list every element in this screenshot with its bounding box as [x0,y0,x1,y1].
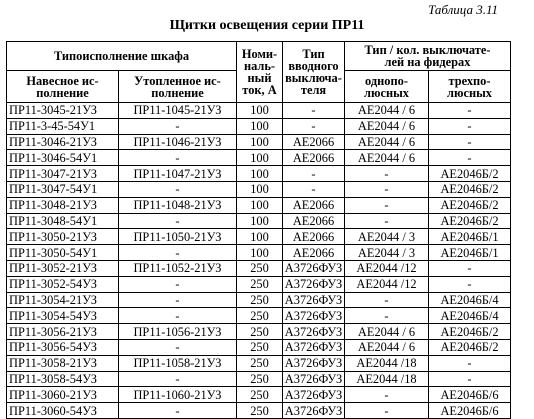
cell-three-pole: АЕ2046Б/2 [429,166,511,182]
header-three-pole-line-1: трехпо- [448,73,491,88]
table-row [7,339,511,355]
cell-single-pole: - [345,166,429,182]
cell-three-pole: - [429,260,511,276]
cell-surface-model: ПР11-3050-54У1 [7,245,119,261]
cell-nominal-current: 100 [237,229,283,245]
cell-nominal-current: 250 [237,355,283,371]
cell-flush-model: ПР11-1058-21УЗ [119,355,237,371]
cell-nominal-current: 250 [237,292,283,308]
cell-surface-model: ПР11-3056-54УЗ [7,339,119,355]
header-input-line-3: выключа- [285,71,342,85]
cell-input-switch: А3726ФУЗ [283,308,345,324]
cell-input-switch: - [283,118,345,134]
cell-nominal-current: 100 [237,134,283,150]
cell-input-switch: А3726ФУЗ [283,387,345,403]
cell-nominal-current: 100 [237,181,283,197]
cell-three-pole: - [429,103,511,119]
cell-three-pole: АЕ2046Б/2 [429,181,511,197]
cell-three-pole: - [429,134,511,150]
cell-surface-model: ПР11-3060-54УЗ [7,403,119,419]
cell-flush-model: - [119,276,237,292]
cell-surface-model: ПР11-3046-21УЗ [7,134,119,150]
cell-three-pole: АЕ2046Б/2 [429,213,511,229]
cell-input-switch: А3726ФУЗ [283,292,345,308]
table-row [7,276,511,292]
table-title: Щитки освещения серии ПР11 [169,18,365,33]
table-row [7,245,511,261]
cell-single-pole: - [345,213,429,229]
table-row [7,118,511,134]
table-row [7,371,511,387]
cell-nominal-current: 250 [237,324,283,340]
cell-nominal-current: 100 [237,118,283,134]
header-input-switch [283,42,345,103]
cell-three-pole: - [429,118,511,134]
cell-nominal-current: 250 [237,371,283,387]
header-flush-line-1: Утопленное ис- [134,73,221,88]
cell-input-switch: АЕ2066 [283,213,345,229]
cell-input-switch: АЕ2066 [283,245,345,261]
cell-flush-model: ПР11-1050-21УЗ [119,229,237,245]
table-row [7,103,511,119]
cell-three-pole: АЕ2046Б/6 [429,403,511,419]
table-row [7,260,511,276]
cell-nominal-current: 250 [237,403,283,419]
header-three-pole [429,71,511,103]
table-caption: Таблица 3.11 [428,2,498,17]
cell-single-pole: - [345,197,429,213]
cell-single-pole: - [345,181,429,197]
cell-input-switch: АЕ2066 [283,229,345,245]
cell-three-pole: АЕ2046Б/2 [429,339,511,355]
cell-three-pole: - [429,150,511,166]
cell-input-switch: - [283,166,345,182]
cell-single-pole: - [345,387,429,403]
cell-input-switch: А3726ФУЗ [283,324,345,340]
header-surface-line-2: полнение [36,85,89,100]
cell-three-pole: - [429,355,511,371]
cell-flush-model: ПР11-1047-21УЗ [119,166,237,182]
table-row [7,324,511,340]
cell-flush-model: - [119,339,237,355]
cell-single-pole: АЕ2044 / 6 [345,118,429,134]
table-row [7,166,511,182]
cell-surface-model: ПР11-3058-54УЗ [7,371,119,387]
cell-flush-model: - [119,371,237,387]
cell-surface-model: ПР11-3056-21УЗ [7,324,119,340]
table-row [7,292,511,308]
table-row [7,387,511,403]
cell-input-switch: А3726ФУЗ [283,403,345,419]
cell-flush-model: - [119,308,237,324]
table-row [7,150,511,166]
cell-surface-model: ПР11-3048-54У1 [7,213,119,229]
cell-single-pole: АЕ2044 /12 [345,276,429,292]
cell-three-pole: АЕ2046Б/4 [429,292,511,308]
cell-nominal-current: 250 [237,276,283,292]
cell-input-switch: А3726ФУЗ [283,260,345,276]
header-nominal-line-2: наль- [243,59,276,73]
header-single-pole-line-2: люсных [364,85,409,100]
cell-surface-model: ПР11-3060-21УЗ [7,387,119,403]
cell-flush-model: ПР11-1060-21УЗ [119,387,237,403]
cell-three-pole: АЕ2046Б/2 [429,197,511,213]
cell-input-switch: А3726ФУЗ [283,339,345,355]
lighting-panels-table [6,41,511,419]
cell-surface-model: ПР11-3047-54У1 [7,181,119,197]
cell-single-pole: АЕ2044 / 6 [345,324,429,340]
cell-single-pole: АЕ2044 / 6 [345,339,429,355]
cell-surface-model: ПР11-3054-21УЗ [7,292,119,308]
cell-input-switch: АЕ2066 [283,150,345,166]
cell-surface-model: ПР11-3054-54УЗ [7,308,119,324]
header-single-pole [345,71,429,103]
cell-input-switch: - [283,103,345,119]
cell-flush-model: ПР11-1045-21УЗ [119,103,237,119]
cell-three-pole: - [429,371,511,387]
cell-flush-model: - [119,181,237,197]
cell-surface-model: ПР11-3047-21УЗ [7,166,119,182]
table-body [7,103,511,419]
cell-input-switch: А3726ФУЗ [283,371,345,387]
cell-nominal-current: 100 [237,213,283,229]
cell-flush-model: - [119,118,237,134]
cell-surface-model: ПР11-3058-21УЗ [7,355,119,371]
header-cabinet-type: Типоисполнение шкафа [7,42,237,71]
table-row [7,213,511,229]
table-row [7,134,511,150]
cell-surface-model: ПР11-3052-54УЗ [7,276,119,292]
cell-nominal-current: 100 [237,150,283,166]
header-single-pole-line-1: однопо- [365,73,408,88]
table-row [7,308,511,324]
cell-nominal-current: 250 [237,308,283,324]
cell-single-pole: АЕ2044 / 6 [345,150,429,166]
cell-input-switch: АЕ2066 [283,197,345,213]
cell-single-pole: - [345,403,429,419]
cell-nominal-current: 100 [237,245,283,261]
header-three-pole-line-2: люсных [447,85,492,100]
cell-single-pole: АЕ2044 / 6 [345,134,429,150]
cell-single-pole: АЕ2044 / 3 [345,245,429,261]
cell-nominal-current: 100 [237,166,283,182]
cell-flush-model: ПР11-1048-21УЗ [119,197,237,213]
header-feeders-line-2: лей на фидерах [384,55,471,69]
header-surface-mounted [7,71,119,103]
cell-three-pole: АЕ2046Б/1 [429,229,511,245]
header-nominal-line-3: ный [247,71,272,85]
cell-flush-model: - [119,403,237,419]
table-row [7,181,511,197]
table-row [7,197,511,213]
cell-nominal-current: 250 [237,260,283,276]
header-input-line-2: вводного [288,59,339,73]
header-input-line-4: теля [300,83,327,97]
header-feeders-line-1: Тип / кол. выключате- [364,43,491,57]
cell-single-pole: АЕ2044 /18 [345,371,429,387]
table-row [7,229,511,245]
cell-flush-model: - [119,245,237,261]
cell-surface-model: ПР11-3048-21УЗ [7,197,119,213]
cell-three-pole: АЕ2046Б/4 [429,308,511,324]
cell-single-pole: АЕ2044 /12 [345,260,429,276]
cell-nominal-current: 250 [237,387,283,403]
cell-nominal-current: 100 [237,103,283,119]
header-nominal-line-1: Номи- [241,47,278,61]
cell-input-switch: А3726ФУЗ [283,355,345,371]
table-row [7,355,511,371]
header-input-line-1: Тип [302,47,325,61]
cell-flush-model: ПР11-1056-21УЗ [119,324,237,340]
cell-nominal-current: 250 [237,339,283,355]
cell-three-pole: АЕ2046Б/6 [429,387,511,403]
cell-surface-model: ПР11-3052-21УЗ [7,260,119,276]
cell-flush-model: ПР11-1052-21УЗ [119,260,237,276]
header-flush-line-2: полнение [151,85,204,100]
cell-flush-model: - [119,292,237,308]
cell-flush-model: - [119,150,237,166]
cell-input-switch: АЕ2066 [283,134,345,150]
cell-surface-model: ПР11-3050-21УЗ [7,229,119,245]
header-nominal-line-4: ток, А [242,83,277,97]
cell-input-switch: - [283,181,345,197]
header-feeders [345,42,511,71]
cell-single-pole: - [345,308,429,324]
cell-single-pole: АЕ2044 / 6 [345,103,429,119]
cell-surface-model: ПР11-3046-54У1 [7,150,119,166]
cell-single-pole: - [345,292,429,308]
cell-flush-model: ПР11-1046-21УЗ [119,134,237,150]
cell-flush-model: - [119,213,237,229]
cell-three-pole: АЕ2046Б/2 [429,324,511,340]
cell-surface-model: ПР11-3045-21УЗ [7,103,119,119]
cell-nominal-current: 100 [237,197,283,213]
cell-three-pole: АЕ2046Б/1 [429,245,511,261]
cell-single-pole: АЕ2044 /18 [345,355,429,371]
cell-single-pole: АЕ2044 / 3 [345,229,429,245]
header-flush-mounted [119,71,237,103]
cell-three-pole: - [429,276,511,292]
cell-input-switch: А3726ФУЗ [283,276,345,292]
header-nominal-current [237,42,283,103]
cell-surface-model: ПР11-3-45-54У1 [7,118,119,134]
header-surface-line-1: Навесное ис- [26,73,99,88]
table-row [7,403,511,419]
